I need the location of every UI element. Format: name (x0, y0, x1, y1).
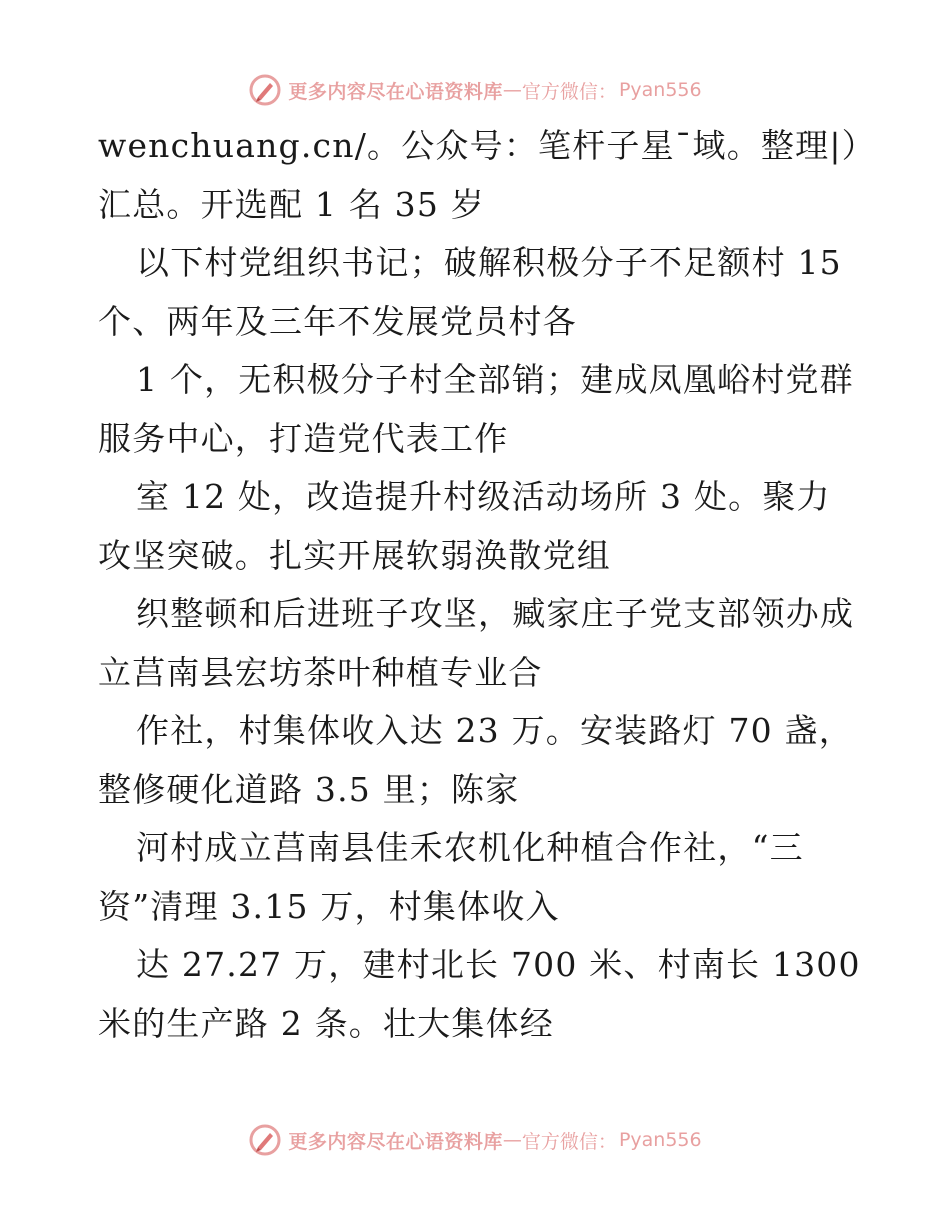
header-watermark (0, 70, 950, 110)
watermark-text: 更多内容尽在心语资料库 (288, 1130, 503, 1153)
watermark-text: 更多内容尽在心语资料库 (288, 80, 503, 103)
text-line: 攻坚突破。扎实开展软弱涣散党组 (98, 535, 611, 575)
text-line: 个、两年及三年不发展党员村各 (98, 301, 577, 341)
text-line: 服务中心，打造党代表工作 (98, 418, 509, 458)
text-line: 立莒南县宏坊茶叶种植专业合 (98, 652, 543, 692)
watermark-separator: — (502, 79, 522, 101)
text-line: 整修硬化道路 3.5 里；陈家 (98, 769, 520, 809)
watermark-wechat-label: 官方微信： (521, 1130, 617, 1153)
text-line: 1 个，无积极分子村全部销；建成凤凰峪村党群 (136, 360, 854, 399)
text-line: 达 27.27 万，建村北长 700 米、村南长 1300 (136, 945, 861, 984)
text-line: 以下村党组织书记；破解积极分子不足额村 15 (136, 243, 842, 282)
text-line: 汇总。开选配 1 名 35 岁 (98, 184, 485, 224)
document-body (98, 117, 876, 1053)
text-line: 资”清理 3.15 万，村集体收入 (98, 886, 560, 926)
watermark-wechat-id: Pyan556 (618, 79, 702, 101)
text-line: 米的生产路 2 条。壮大集体经 (98, 1003, 554, 1043)
pen-tablet-logo-icon (248, 1123, 282, 1157)
text-line: 河村成立莒南县佳禾农机化种植合作社，“三 (136, 828, 804, 867)
text-line: wenchuang.cn/。公众号：笔杆子星¯域。整理|） (98, 126, 876, 165)
pen-tablet-logo-icon (248, 73, 282, 107)
text-line: 织整顿和后进班子攻坚，臧家庄子党支部领办成 (136, 594, 855, 633)
text-line: 室 12 处，改造提升村级活动场所 3 处。聚力 (136, 477, 831, 516)
footer-watermark (0, 1120, 950, 1160)
watermark-wechat-label: 官方微信： (521, 80, 617, 103)
text-line: 作社，村集体收入达 23 万。安装路灯 70 盏， (136, 711, 853, 750)
watermark-separator: — (502, 1129, 522, 1151)
watermark-wechat-id: Pyan556 (618, 1129, 702, 1151)
